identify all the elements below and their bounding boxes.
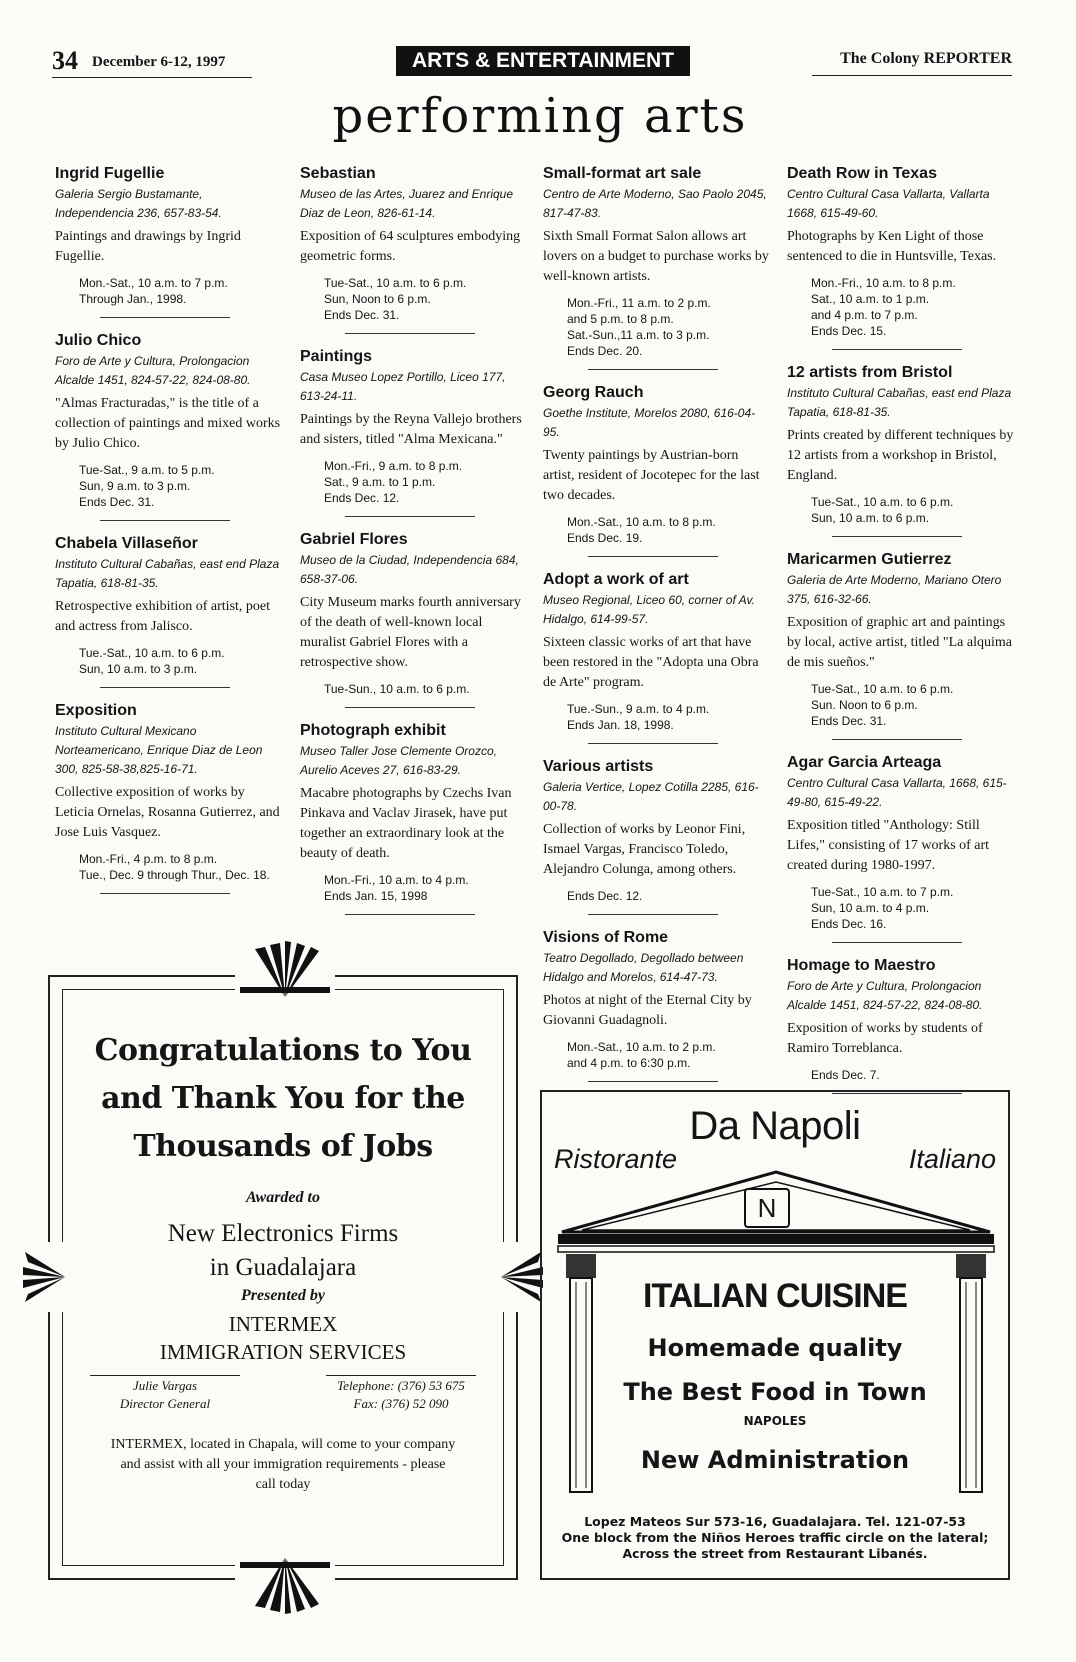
restaurant-logo: N (744, 1188, 790, 1228)
listing-description: Paintings by the Reyna Vallejo brothers and sisters, titled "Alma Mexicana." (300, 412, 522, 447)
da-napoli-advertisement (540, 1090, 1010, 1580)
hours-line: Tue-Sat., 10 a.m. to 6 p.m. (811, 682, 954, 696)
listing-divider (100, 317, 230, 318)
listing-hours (300, 275, 528, 323)
listing-description: Paintings and drawings by Ingrid Fugellie. (55, 229, 241, 264)
listing-hours (300, 681, 528, 697)
listing-entry (543, 384, 771, 557)
hours-line: Ends Jan. 15, 1998 (324, 889, 428, 903)
hours-line: Mon.-Fri., 9 a.m. to 8 p.m. (324, 459, 463, 473)
hours-line: Sun, 9 a.m. to 3 p.m. (79, 479, 191, 493)
hours-line: Through Jan., 1998. (79, 292, 187, 306)
listing-entry (543, 929, 771, 1082)
listing-entry (300, 348, 528, 517)
listing-divider (345, 333, 475, 334)
header-rule (52, 77, 252, 78)
listing-description: Collection of works by Leonor Fini, Ismael Vargas, Francisco Toledo, Alejandro Colunga, among others. (543, 822, 746, 877)
hours-line: Tue-Sun., 10 a.m. to 6 p.m. (324, 682, 470, 696)
listing-entry (300, 722, 528, 915)
listing-divider (832, 942, 962, 943)
listing-entry (787, 364, 1015, 537)
listing-description: Photos at night of the Eternal City by Giovanni Guadagnoli. (543, 993, 752, 1028)
awarded-label: Awarded to (246, 1189, 320, 1206)
listing-title: Exposition (55, 702, 137, 719)
page-header (52, 40, 1012, 80)
telephone: Telephone: (376) 53 675 (337, 1378, 465, 1393)
listing-description: Exposition of 64 sculptures embodying geometric forms. (300, 229, 521, 264)
best-food-text: The Best Food in Town (623, 1378, 927, 1406)
listing-entry (543, 758, 771, 915)
hours-line: Ends Dec. 12. (324, 491, 400, 505)
restaurant-word-left: Ristorante (554, 1144, 678, 1174)
address-line: Lopez Mateos Sur 573-16, Guadalajara. Tel. 121-07-53 (584, 1514, 966, 1529)
listing-divider (588, 556, 718, 557)
hours-line: Sun. Noon to 6 p.m. (811, 698, 918, 712)
hours-line: Ends Dec. 7. (811, 1068, 880, 1082)
listing-divider (588, 743, 718, 744)
hours-line: Sat., 9 a.m. to 1 p.m. (324, 475, 436, 489)
listing-description: Exposition titled "Anthology: Still Lifes," consisting of 17 works of art created during 1980-1997. (787, 818, 990, 873)
listing-column-1 (55, 165, 283, 908)
hours-line: Ends Dec. 16. (811, 917, 887, 931)
header-rule (812, 75, 1012, 76)
fan-ornament-right (496, 1242, 546, 1312)
fan-ornament-top (235, 939, 335, 999)
listing-description: Exposition of works by students of Ramiro Torreblanca. (787, 1021, 983, 1056)
fax: Fax: (376) 52 090 (353, 1396, 449, 1411)
hours-line: Tue., Dec. 9 through Thur., Dec. 18. (79, 868, 270, 882)
listing-entry (787, 957, 1015, 1094)
hours-line: Tue-Sat., 10 a.m. to 6 p.m. (324, 276, 467, 290)
listing-hours (55, 462, 283, 510)
section-title: performing arts (332, 88, 748, 144)
hours-line: Ends Dec. 31. (324, 308, 400, 322)
listing-hours (543, 1039, 771, 1071)
listing-title: Homage to Maestro (787, 957, 936, 974)
presented-label: Presented by (241, 1287, 325, 1304)
listing-description: Sixteen classic works of art that have been restored in the "Adopta una Obra de Arte" program. (543, 635, 759, 690)
listing-hours (543, 295, 771, 359)
listing-divider (100, 687, 230, 688)
listing-divider (832, 739, 962, 740)
listing-venue: Instituto Cultural Cabañas, east end Plaza Tapatia, 618-81-35. (55, 557, 280, 590)
listing-venue: Instituto Cultural Cabañas, east end Plaza Tapatia, 618-81-35. (787, 386, 1012, 419)
company-line: INTERMEX (228, 1312, 338, 1336)
homemade-text: Homemade quality (647, 1334, 903, 1362)
listing-venue: Museo de la Ciudad, Independencia 684, 658-37-06. (300, 553, 519, 586)
contact-title: Director General (119, 1396, 211, 1411)
listing-title: Visions of Rome (543, 929, 669, 946)
listing-title: Photograph exhibit (300, 722, 446, 739)
listing-description: Collective exposition of works by Leticia Ornelas, Rosanna Gutierrez, and Jose Luis Vasquez. (55, 785, 280, 840)
firms-line: in Guadalajara (209, 1254, 357, 1281)
page-number: 34 (52, 46, 78, 75)
listing-venue: Galeria Sergio Bustamante, Independencia 236, 657-83-54. (55, 187, 222, 220)
company-name (70, 1310, 496, 1366)
listing-entry (300, 531, 528, 708)
listing-column-2 (300, 165, 528, 929)
cuisine-text: ITALIAN CUISINE (643, 1277, 907, 1315)
address-line: One block from the Niños Heroes traffic circle on the lateral; (561, 1530, 989, 1545)
listing-divider (832, 349, 962, 350)
listing-description: Sixth Small Format Salon allows art lovers on a budget to purchase works by well-known artists. (543, 229, 769, 284)
hours-line: Tue-Sat., 9 a.m. to 5 p.m. (79, 463, 215, 477)
listing-column-3 (543, 165, 771, 1096)
listing-divider (100, 893, 230, 894)
fan-ornament-bottom (235, 1556, 335, 1616)
listing-hours (787, 275, 1015, 339)
hours-line: Sat.-Sun.,11 a.m. to 3 p.m. (567, 328, 710, 342)
listing-venue: Museo Taller Jose Clemente Orozco, Aurelio Aceves 27, 616-83-29. (300, 744, 497, 777)
hours-line: Mon.-Sat., 10 a.m. to 8 p.m. (567, 515, 716, 529)
listing-title: Ingrid Fugellie (55, 165, 165, 182)
hours-line: Ends Dec. 19. (567, 531, 643, 545)
listing-description: "Almas Fracturadas," is the title of a collection of paintings and mixed works by Julio Chico. (55, 396, 281, 451)
listing-title: Maricarmen Gutierrez (787, 551, 952, 568)
hours-line: Ends Jan. 18, 1998. (567, 718, 674, 732)
listing-divider (345, 914, 475, 915)
listing-description: Macabre photographs by Czechs Ivan Pinkava and Vaclav Jirasek, have put together an extraordinary look at the beauty of death. (300, 786, 512, 861)
hours-line: Mon.-Fri., 10 a.m. to 8 p.m. (811, 276, 956, 290)
listing-hours (787, 681, 1015, 729)
ad-headline: Congratulations to You and Thank You for the Thousands of Jobs (94, 1033, 472, 1164)
listing-entry (55, 702, 283, 894)
hours-line: Ends Dec. 31. (79, 495, 155, 509)
listing-entry (55, 535, 283, 688)
contact-rule (90, 1375, 240, 1376)
hours-line: Mon.-Sat., 10 a.m. to 7 p.m. (79, 276, 228, 290)
hours-line: Ends Dec. 15. (811, 324, 887, 338)
listing-description: Exposition of graphic art and paintings by local, active artist, titled "La alquima de mis sueños." (787, 615, 1012, 670)
listing-title: Sebastian (300, 165, 376, 182)
firms-line: New Electronics Firms (167, 1220, 399, 1247)
hours-line: Sat., 10 a.m. to 1 p.m. (811, 292, 930, 306)
listing-hours (55, 645, 283, 677)
listing-venue: Casa Museo Lopez Portillo, Liceo 177, 613-24-11. (300, 370, 506, 403)
listing-venue: Galeria Vertice, Lopez Cotilla 2285, 616-00-78. (543, 780, 759, 813)
listing-title: 12 artists from Bristol (787, 364, 953, 381)
restaurant-word-right: Italiano (908, 1144, 996, 1174)
listing-hours (55, 275, 283, 307)
hours-line: Tue-Sat., 10 a.m. to 7 p.m. (811, 885, 954, 899)
hours-line: Sun, 10 a.m. to 6 p.m. (811, 511, 930, 525)
hours-line: Tue-Sat., 10 a.m. to 6 p.m. (811, 495, 954, 509)
listing-entry (787, 551, 1015, 740)
listing-entry (55, 165, 283, 318)
issue-date: December 6-12, 1997 (92, 54, 226, 70)
listing-entry (787, 165, 1015, 350)
hours-line: Mon.-Fri., 10 a.m. to 4 p.m. (324, 873, 469, 887)
listing-divider (588, 1081, 718, 1082)
listing-hours (787, 884, 1015, 932)
listing-description: Prints created by different techniques by 12 artists from a workshop in Bristol, England. (787, 428, 1014, 483)
hours-line: Tue.-Sat., 10 a.m. to 6 p.m. (79, 646, 225, 660)
hours-line: and 5 p.m. to 8 p.m. (567, 312, 674, 326)
hours-line: and 4 p.m. to 7 p.m. (811, 308, 918, 322)
contact-name: Julie Vargas (132, 1378, 198, 1393)
hours-line: Ends Dec. 12. (567, 889, 643, 903)
hours-line: Ends Dec. 20. (567, 344, 643, 358)
listing-description: Photographs by Ken Light of those sentenced to die in Huntsville, Texas. (787, 229, 997, 264)
listing-divider (832, 536, 962, 537)
hours-line: Mon.-Sat., 10 a.m. to 2 p.m. (567, 1040, 716, 1054)
listing-entry (55, 332, 283, 521)
listing-title: Various artists (543, 758, 654, 775)
listing-hours (300, 458, 528, 506)
listing-description: Twenty paintings by Austrian-born artist, resident of Jocotepec for the last two decades. (543, 448, 760, 503)
hours-line: Sun, Noon to 6 p.m. (324, 292, 431, 306)
listing-entry (300, 165, 528, 334)
listing-entry (543, 165, 771, 370)
listing-title: Paintings (300, 348, 373, 365)
restaurant-name: Da Napoli (689, 1104, 861, 1148)
listing-venue: Centro Cultural Casa Vallarta, 1668, 615-49-80, 615-49-22. (787, 776, 1007, 809)
listing-hours (55, 851, 283, 883)
listing-venue: Goethe Institute, Morelos 2080, 616-04-95. (543, 406, 756, 439)
listing-divider (345, 707, 475, 708)
listing-venue: Foro de Arte y Cultura, Prolongacion Alcalde 1451, 824-57-22, 824-08-80. (787, 979, 983, 1012)
listing-divider (588, 914, 718, 915)
ad-note: INTERMEX, located in Chapala, will come to your company and assist with all your immigration requirements - please call today (110, 1437, 456, 1492)
contact-numbers (326, 1377, 476, 1413)
listing-venue: Museo de las Artes, Juarez and Enrique Diaz de Leon, 826-61-14. (300, 187, 514, 220)
listing-venue: Instituto Cultural Mexicano Norteamericano, Enrique Diaz de Leon 300, 825-58-38,825-16-71. (55, 724, 263, 776)
listing-divider (345, 516, 475, 517)
fan-ornament-left (20, 1242, 70, 1312)
contact-rule (326, 1375, 476, 1376)
listing-title: Adopt a work of art (543, 571, 689, 588)
listing-hours (543, 514, 771, 546)
listing-venue: Museo Regional, Liceo 60, corner of Av. Hidalgo, 614-99-57. (543, 593, 755, 626)
listing-title: Georg Rauch (543, 384, 644, 401)
listing-title: Agar Garcia Arteaga (787, 754, 942, 771)
listing-divider (588, 369, 718, 370)
hours-line: Sun, 10 a.m. to 4 p.m. (811, 901, 930, 915)
listing-venue: Centro de Arte Moderno, Sao Paolo 2045, 817-47-83. (543, 187, 767, 220)
hours-line: Mon.-Fri., 11 a.m. to 2 p.m. (567, 296, 711, 310)
section-banner: ARTS & ENTERTAINMENT (396, 46, 690, 76)
administration-text: New Administration (640, 1446, 910, 1474)
listing-divider (100, 520, 230, 521)
newspaper-name: The Colony REPORTER (840, 50, 1012, 67)
listing-hours (787, 494, 1015, 526)
listing-hours (543, 888, 771, 904)
listing-title: Julio Chico (55, 332, 142, 349)
company-line: IMMIGRATION SERVICES (159, 1340, 407, 1364)
listing-venue: Centro Cultural Casa Vallarta, Vallarta 1668, 615-49-60. (787, 187, 990, 220)
listing-description: City Museum marks fourth anniversary of the death of well-known local muralist Gabriel Flores with a retrospective show. (300, 595, 521, 670)
listing-description: Retrospective exhibition of artist, poet and actress from Jalisco. (55, 599, 271, 634)
restaurant-address (552, 1514, 998, 1562)
listing-hours (543, 701, 771, 733)
listing-title: Small-format art sale (543, 165, 702, 182)
listing-title: Chabela Villaseñor (55, 535, 198, 552)
napoles-text: NAPOLES (743, 1414, 807, 1428)
hours-line: and 4 p.m. to 6:30 p.m. (567, 1056, 691, 1070)
contact-person (90, 1377, 240, 1413)
listing-title: Gabriel Flores (300, 531, 408, 548)
listing-hours (300, 872, 528, 904)
firms-text (70, 1217, 496, 1285)
listing-venue: Galeria de Arte Moderno, Mariano Otero 375, 616-32-66. (787, 573, 1002, 606)
listing-entry (543, 571, 771, 744)
listing-venue: Foro de Arte y Cultura, Prolongacion Alcalde 1451, 824-57-22, 824-08-80. (55, 354, 251, 387)
address-line: Across the street from Restaurant Libanés. (622, 1546, 928, 1561)
listing-title: Death Row in Texas (787, 165, 937, 182)
listing-venue: Teatro Degollado, Degollado between Hidalgo and Morelos, 614-47-73. (543, 951, 744, 984)
hours-line: Mon.-Fri., 4 p.m. to 8 p.m. (79, 852, 218, 866)
hours-line: Tue.-Sun., 9 a.m. to 4 p.m. (567, 702, 710, 716)
hours-line: Ends Dec. 31. (811, 714, 887, 728)
listing-column-4 (787, 165, 1015, 1108)
hours-line: Sun, 10 a.m. to 3 p.m. (79, 662, 198, 676)
listing-entry (787, 754, 1015, 943)
intermex-advertisement (48, 975, 518, 1580)
listing-hours (787, 1067, 1015, 1083)
